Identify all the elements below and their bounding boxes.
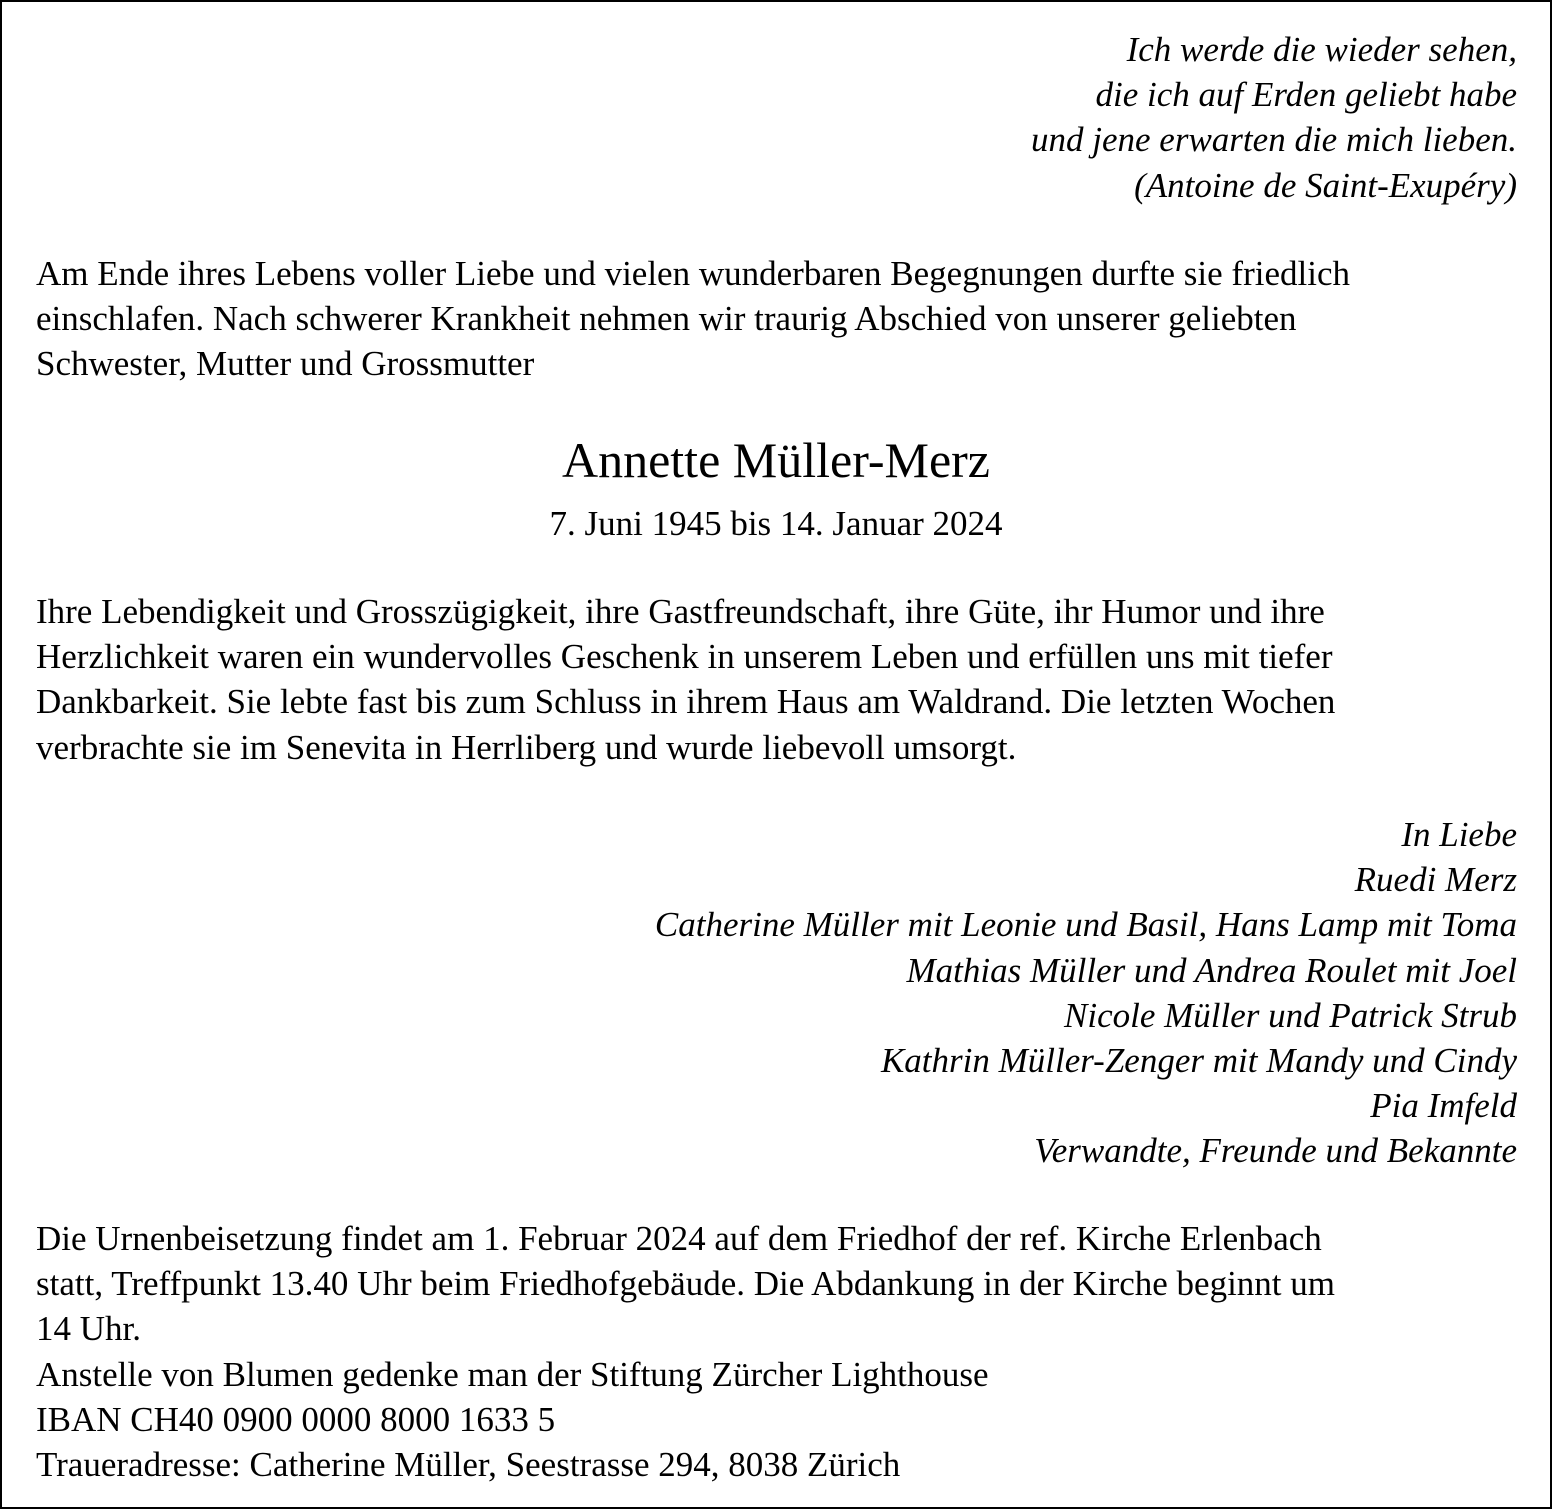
quote-line: und jene erwarten die mich lieben. [1031,120,1517,160]
mourner-entry: Kathrin Müller-Zenger mit Mandy und Cindy [880,1041,1517,1081]
intro-paragraph [36,251,1516,387]
mourning-address: Traueradresse: Catherine Müller, Seestrasse 294, 8038 Zürich [36,1445,901,1485]
tribute-paragraph [36,589,1516,770]
signoff-heading: In Liebe [1401,815,1517,854]
mourner-entry: Mathias Müller und Andrea Roulet mit Joel [906,950,1517,990]
tribute-line: Herzlichkeit waren ein wundervolles Geschenk in unserem Leben und erfüllen uns mit tiefer [36,637,1333,677]
deceased-name: Annette Müller-Merz [561,432,990,488]
donation-note: Anstelle von Blumen gedenke man der Stiftung Zürcher Lighthouse [36,1354,989,1394]
ceremony-line: Die Urnenbeisetzung findet am 1. Februar 2024 auf dem Friedhof der ref. Kirche Erlenbach [36,1219,1322,1258]
tribute-line: verbrachte sie im Senevita in Herrliberg und wurde liebevoll umsorgt. [36,727,1017,767]
funeral-details [36,1216,1516,1487]
iban-line: IBAN CH40 0900 0000 8000 1633 5 [36,1399,556,1439]
tribute-line: Ihre Lebendigkeit und Grosszügigkeit, ihre Gastfreundschaft, ihre Güte, ihr Humor und ihre [36,592,1325,631]
ceremony-line: statt, Treffpunkt 13.40 Uhr beim Friedhofgebäude. Die Abdankung in der Kirche beginnt um [36,1264,1335,1304]
quote-line: Ich werde die wieder sehen, [1126,30,1517,69]
mourner-entry: Verwandte, Freunde und Bekannte [1034,1131,1517,1171]
intro-line: Schwester, Mutter und Grossmutter [36,344,535,384]
intro-line: einschlafen. Nach schwerer Krankheit nehmen wir traurig Abschied von unserer geliebten [36,299,1297,339]
epigraph-quote [1031,27,1517,208]
intro-line: Am Ende ihres Lebens voller Liebe und vielen wunderbaren Begegnungen durfte sie friedlich [36,254,1350,293]
tribute-line: Dankbarkeit. Sie lebte fast bis zum Schluss in ihrem Haus am Waldrand. Die letzten Wochen [36,682,1336,722]
mourners-list [655,812,1517,1174]
mourner-entry: Ruedi Merz [1354,860,1517,900]
quote-line: die ich auf Erden geliebt habe [1095,75,1517,115]
quote-attribution: (Antoine de Saint-Exupéry) [1134,165,1517,205]
mourner-entry: Pia Imfeld [1370,1086,1517,1126]
mourner-entry: Nicole Müller und Patrick Strub [1064,995,1517,1035]
life-dates: 7. Juni 1945 bis 14. Januar 2024 [549,504,1003,543]
ceremony-line: 14 Uhr. [36,1309,141,1349]
mourner-entry: Catherine Müller mit Leonie und Basil, Hans Lamp mit Toma [654,905,1517,945]
